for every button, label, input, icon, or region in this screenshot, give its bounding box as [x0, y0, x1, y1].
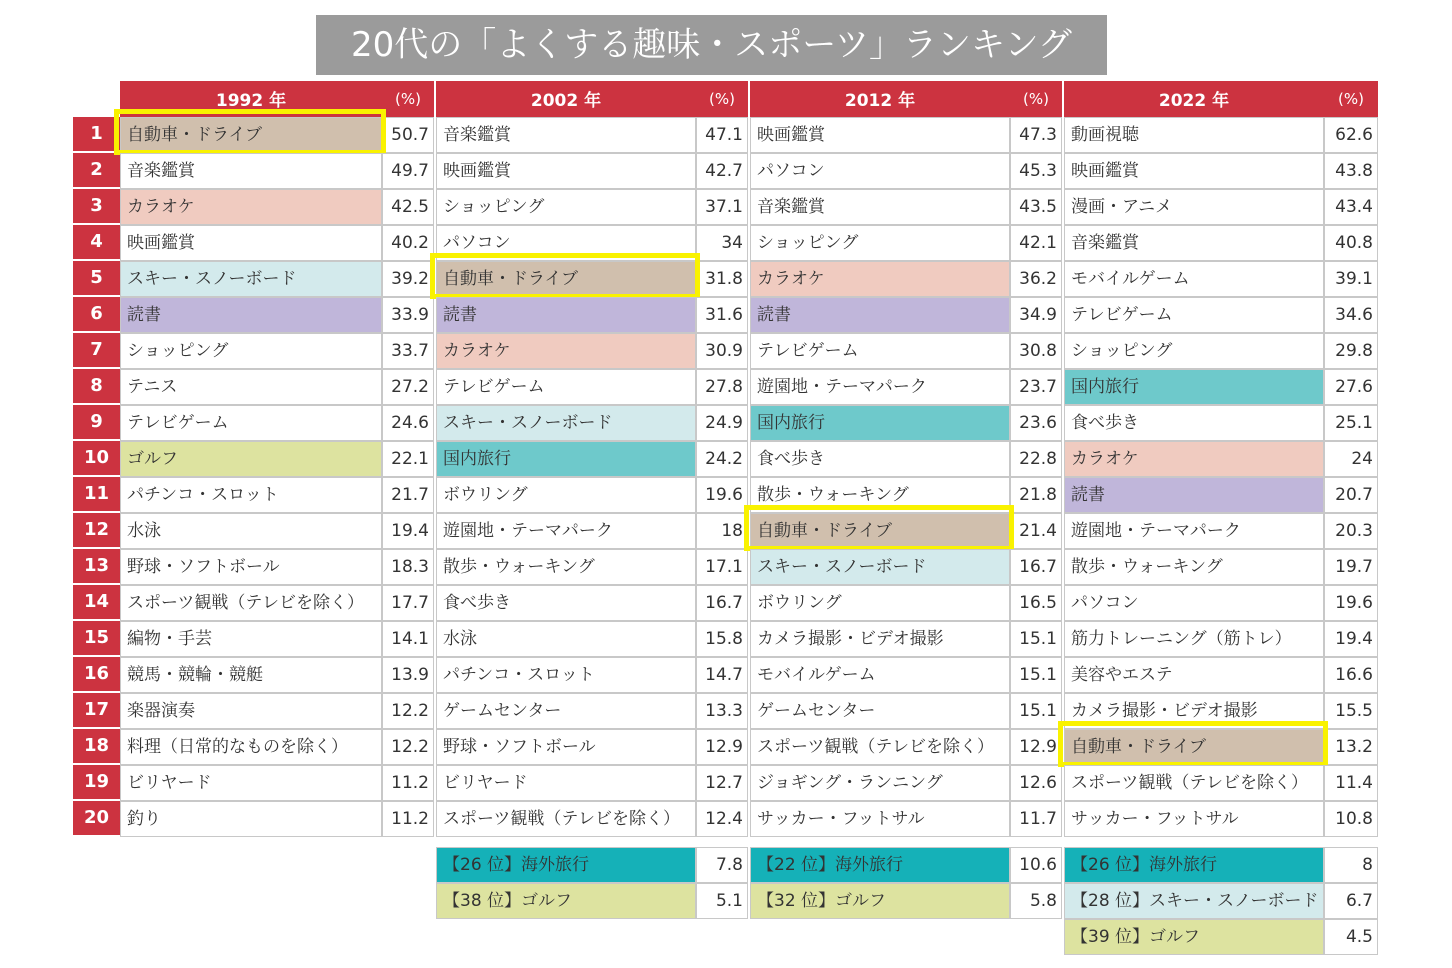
table-cell-label: ショッピング	[120, 333, 382, 369]
table-cell-value: 43.5	[1010, 189, 1062, 225]
table-cell-label: テレビゲーム	[120, 405, 382, 441]
rank-cell: 6	[73, 297, 120, 333]
table-cell-label: パソコン	[436, 225, 696, 261]
table-cell-value: 29.8	[1324, 333, 1378, 369]
table-cell-value: 15.5	[1324, 693, 1378, 729]
table-cell-value: 19.7	[1324, 549, 1378, 585]
table-cell-label: サッカー・フットサル	[1064, 801, 1324, 837]
table-cell-value: 18	[696, 513, 748, 549]
table-cell-label: 音楽鑑賞	[750, 189, 1010, 225]
table-cell-value: 11.2	[382, 801, 434, 837]
year-header: 2022 年	[1064, 81, 1324, 117]
table-cell-value: 33.9	[382, 297, 434, 333]
table-cell-value: 24.9	[696, 405, 748, 441]
table-cell-value: 14.7	[696, 657, 748, 693]
table-cell-label: スポーツ観戦（テレビを除く）	[750, 729, 1010, 765]
table-cell-label: ゲームセンター	[750, 693, 1010, 729]
table-cell-value: 12.6	[1010, 765, 1062, 801]
table-cell-label: ビリヤード	[436, 765, 696, 801]
table-cell-label: 動画視聴	[1064, 117, 1324, 153]
table-cell-value: 39.2	[382, 261, 434, 297]
table-cell-label: スポーツ観戦（テレビを除く）	[436, 801, 696, 837]
table-cell-value: 42.7	[696, 153, 748, 189]
rank-cell: 18	[73, 729, 120, 765]
table-cell-label: カラオケ	[120, 189, 382, 225]
table-cell-value: 12.2	[382, 693, 434, 729]
rank-cell: 4	[73, 225, 120, 261]
table-cell-label: 遊園地・テーマパーク	[436, 513, 696, 549]
extra-rank-label: 【26 位】海外旅行	[436, 847, 696, 883]
table-cell-label: 国内旅行	[750, 405, 1010, 441]
table-cell-label: スキー・スノーボード	[750, 549, 1010, 585]
rank-cell: 5	[73, 261, 120, 297]
table-cell-value: 20.7	[1324, 477, 1378, 513]
table-cell-value: 21.8	[1010, 477, 1062, 513]
extra-rank-label: 【26 位】海外旅行	[1064, 847, 1324, 883]
table-cell-label: 遊園地・テーマパーク	[1064, 513, 1324, 549]
table-cell-value: 21.7	[382, 477, 434, 513]
extra-rank-label: 【28 位】スキー・スノーボード	[1064, 883, 1324, 919]
rank-cell: 16	[73, 657, 120, 693]
table-cell-label: 読書	[750, 297, 1010, 333]
table-cell-label: 音楽鑑賞	[436, 117, 696, 153]
table-cell-label: 音楽鑑賞	[1064, 225, 1324, 261]
table-cell-value: 12.9	[696, 729, 748, 765]
table-cell-value: 40.2	[382, 225, 434, 261]
table-cell-label: 国内旅行	[1064, 369, 1324, 405]
table-cell-label: 食べ歩き	[750, 441, 1010, 477]
table-cell-value: 27.8	[696, 369, 748, 405]
table-cell-value: 31.6	[696, 297, 748, 333]
table-cell-value: 47.3	[1010, 117, 1062, 153]
table-cell-value: 34.9	[1010, 297, 1062, 333]
table-cell-value: 34	[696, 225, 748, 261]
extra-rank-value: 5.8	[1010, 883, 1062, 919]
extra-rank-label: 【39 位】ゴルフ	[1064, 919, 1324, 955]
rank-cell: 1	[73, 117, 120, 153]
percent-header: (%)	[1010, 81, 1062, 117]
table-cell-value: 22.1	[382, 441, 434, 477]
rank-cell: 3	[73, 189, 120, 225]
table-cell-value: 50.7	[382, 117, 434, 153]
extra-rank-value: 10.6	[1010, 847, 1062, 883]
table-cell-value: 13.3	[696, 693, 748, 729]
rank-cell: 15	[73, 621, 120, 657]
table-cell-value: 12.4	[696, 801, 748, 837]
table-cell-value: 13.9	[382, 657, 434, 693]
extra-rank-value: 7.8	[696, 847, 748, 883]
table-cell-label: カラオケ	[1064, 441, 1324, 477]
rank-cell: 19	[73, 765, 120, 801]
table-cell-value: 22.8	[1010, 441, 1062, 477]
table-cell-label: 読書	[120, 297, 382, 333]
table-cell-value: 17.1	[696, 549, 748, 585]
rank-cell: 2	[73, 153, 120, 189]
table-cell-value: 27.2	[382, 369, 434, 405]
table-cell-label: 自動車・ドライブ	[120, 117, 382, 153]
rank-cell: 8	[73, 369, 120, 405]
year-header: 2002 年	[436, 81, 696, 117]
chart-title: 20代の「よくする趣味・スポーツ」ランキング	[316, 15, 1107, 75]
table-cell-value: 43.8	[1324, 153, 1378, 189]
table-cell-label: 国内旅行	[436, 441, 696, 477]
table-cell-value: 12.9	[1010, 729, 1062, 765]
table-cell-value: 49.7	[382, 153, 434, 189]
table-cell-value: 18.3	[382, 549, 434, 585]
table-cell-label: ショッピング	[436, 189, 696, 225]
table-cell-label: スキー・スノーボード	[436, 405, 696, 441]
table-cell-label: テニス	[120, 369, 382, 405]
table-cell-value: 19.4	[382, 513, 434, 549]
table-cell-label: 映画鑑賞	[436, 153, 696, 189]
table-cell-label: 筋力トレーニング（筋トレ）	[1064, 621, 1324, 657]
table-cell-label: 料理（日常的なものを除く）	[120, 729, 382, 765]
table-cell-label: 映画鑑賞	[1064, 153, 1324, 189]
table-cell-label: 漫画・アニメ	[1064, 189, 1324, 225]
table-cell-value: 30.9	[696, 333, 748, 369]
table-cell-value: 19.6	[696, 477, 748, 513]
table-cell-label: ジョギング・ランニング	[750, 765, 1010, 801]
table-cell-value: 23.7	[1010, 369, 1062, 405]
table-cell-label: スポーツ観戦（テレビを除く）	[120, 585, 382, 621]
rank-cell: 7	[73, 333, 120, 369]
table-cell-label: パチンコ・スロット	[120, 477, 382, 513]
table-cell-value: 37.1	[696, 189, 748, 225]
table-cell-value: 14.1	[382, 621, 434, 657]
table-cell-value: 40.8	[1324, 225, 1378, 261]
table-cell-label: 散歩・ウォーキング	[1064, 549, 1324, 585]
table-cell-label: カラオケ	[750, 261, 1010, 297]
table-cell-label: 野球・ソフトボール	[120, 549, 382, 585]
table-cell-label: 映画鑑賞	[120, 225, 382, 261]
extra-rank-value: 5.1	[696, 883, 748, 919]
table-cell-label: 水泳	[120, 513, 382, 549]
extra-rank-label: 【32 位】ゴルフ	[750, 883, 1010, 919]
table-cell-label: 釣り	[120, 801, 382, 837]
rank-cell: 9	[73, 405, 120, 441]
table-cell-value: 24.6	[382, 405, 434, 441]
table-cell-label: カメラ撮影・ビデオ撮影	[750, 621, 1010, 657]
table-cell-label: テレビゲーム	[1064, 297, 1324, 333]
extra-rank-label: 【38 位】ゴルフ	[436, 883, 696, 919]
table-cell-value: 42.5	[382, 189, 434, 225]
table-cell-value: 11.2	[382, 765, 434, 801]
table-cell-label: パソコン	[750, 153, 1010, 189]
table-cell-value: 30.8	[1010, 333, 1062, 369]
table-cell-value: 39.1	[1324, 261, 1378, 297]
table-cell-label: 美容やエステ	[1064, 657, 1324, 693]
table-cell-value: 24.2	[696, 441, 748, 477]
table-cell-label: ショッピング	[750, 225, 1010, 261]
table-cell-value: 33.7	[382, 333, 434, 369]
table-cell-value: 16.7	[1010, 549, 1062, 585]
percent-header: (%)	[696, 81, 748, 117]
year-header: 2012 年	[750, 81, 1010, 117]
rank-cell: 14	[73, 585, 120, 621]
table-cell-label: スポーツ観戦（テレビを除く）	[1064, 765, 1324, 801]
table-cell-value: 43.4	[1324, 189, 1378, 225]
table-cell-value: 15.8	[696, 621, 748, 657]
table-cell-value: 23.6	[1010, 405, 1062, 441]
table-cell-label: テレビゲーム	[750, 333, 1010, 369]
table-cell-value: 20.3	[1324, 513, 1378, 549]
table-cell-label: 読書	[1064, 477, 1324, 513]
table-cell-label: スキー・スノーボード	[120, 261, 382, 297]
table-cell-value: 17.7	[382, 585, 434, 621]
table-cell-label: パチンコ・スロット	[436, 657, 696, 693]
table-cell-label: カメラ撮影・ビデオ撮影	[1064, 693, 1324, 729]
rank-cell: 13	[73, 549, 120, 585]
table-cell-label: 読書	[436, 297, 696, 333]
table-cell-label: 自動車・ドライブ	[750, 513, 1010, 549]
table-cell-value: 19.6	[1324, 585, 1378, 621]
table-cell-value: 16.5	[1010, 585, 1062, 621]
table-cell-value: 19.4	[1324, 621, 1378, 657]
percent-header: (%)	[1324, 81, 1378, 117]
table-cell-value: 10.8	[1324, 801, 1378, 837]
table-cell-label: 音楽鑑賞	[120, 153, 382, 189]
table-cell-label: ゲームセンター	[436, 693, 696, 729]
table-cell-label: 遊園地・テーマパーク	[750, 369, 1010, 405]
table-cell-value: 21.4	[1010, 513, 1062, 549]
table-cell-label: ボウリング	[436, 477, 696, 513]
table-cell-value: 47.1	[696, 117, 748, 153]
extra-rank-label: 【22 位】海外旅行	[750, 847, 1010, 883]
table-cell-label: 自動車・ドライブ	[436, 261, 696, 297]
year-header: 1992 年	[120, 81, 382, 117]
extra-rank-value: 6.7	[1324, 883, 1378, 919]
percent-header: (%)	[382, 81, 434, 117]
table-cell-value: 12.7	[696, 765, 748, 801]
table-cell-label: サッカー・フットサル	[750, 801, 1010, 837]
table-cell-label: パソコン	[1064, 585, 1324, 621]
table-cell-value: 34.6	[1324, 297, 1378, 333]
table-cell-label: モバイルゲーム	[750, 657, 1010, 693]
table-cell-label: ゴルフ	[120, 441, 382, 477]
table-cell-value: 11.7	[1010, 801, 1062, 837]
table-cell-label: 野球・ソフトボール	[436, 729, 696, 765]
table-cell-label: テレビゲーム	[436, 369, 696, 405]
table-cell-label: ビリヤード	[120, 765, 382, 801]
table-cell-label: 食べ歩き	[436, 585, 696, 621]
table-cell-label: 食べ歩き	[1064, 405, 1324, 441]
extra-rank-value: 8	[1324, 847, 1378, 883]
table-cell-value: 11.4	[1324, 765, 1378, 801]
table-cell-value: 42.1	[1010, 225, 1062, 261]
table-cell-label: 水泳	[436, 621, 696, 657]
table-cell-label: 編物・手芸	[120, 621, 382, 657]
rank-cell: 17	[73, 693, 120, 729]
table-cell-value: 13.2	[1324, 729, 1378, 765]
table-cell-label: 競馬・競輪・競艇	[120, 657, 382, 693]
table-cell-value: 25.1	[1324, 405, 1378, 441]
table-cell-label: カラオケ	[436, 333, 696, 369]
table-cell-label: ショッピング	[1064, 333, 1324, 369]
table-cell-value: 27.6	[1324, 369, 1378, 405]
table-cell-label: モバイルゲーム	[1064, 261, 1324, 297]
table-cell-value: 16.6	[1324, 657, 1378, 693]
table-cell-value: 36.2	[1010, 261, 1062, 297]
table-cell-label: 散歩・ウォーキング	[750, 477, 1010, 513]
table-cell-value: 15.1	[1010, 621, 1062, 657]
table-cell-label: 散歩・ウォーキング	[436, 549, 696, 585]
table-cell-value: 12.2	[382, 729, 434, 765]
table-cell-value: 62.6	[1324, 117, 1378, 153]
rank-cell: 11	[73, 477, 120, 513]
table-cell-value: 15.1	[1010, 657, 1062, 693]
table-cell-value: 16.7	[696, 585, 748, 621]
rank-cell: 20	[73, 801, 120, 837]
rank-cell: 12	[73, 513, 120, 549]
table-cell-value: 24	[1324, 441, 1378, 477]
table-cell-value: 15.1	[1010, 693, 1062, 729]
extra-rank-value: 4.5	[1324, 919, 1378, 955]
table-cell-label: 楽器演奏	[120, 693, 382, 729]
table-cell-label: ボウリング	[750, 585, 1010, 621]
table-cell-value: 31.8	[696, 261, 748, 297]
table-cell-label: 自動車・ドライブ	[1064, 729, 1324, 765]
table-cell-label: 映画鑑賞	[750, 117, 1010, 153]
table-cell-value: 45.3	[1010, 153, 1062, 189]
rank-cell: 10	[73, 441, 120, 477]
